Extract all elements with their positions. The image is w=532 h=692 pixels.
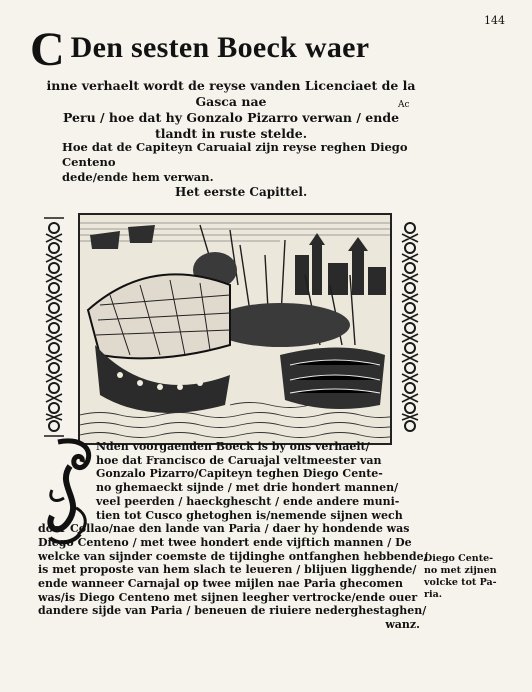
subtitle-line: Peru / hoe dat hy Gonzalo Pizarro verwan / ende xyxy=(62,110,400,125)
margin-note xyxy=(424,553,514,601)
body-line: is met proposte van hem slach te leueren / blijuen ligghende/ xyxy=(38,563,417,577)
body-line: hoe dat Francisco de Caruajal veltmeester van xyxy=(96,453,382,467)
margin-note-line: no met zijnen xyxy=(424,565,497,576)
body-line: veel peerden / haeckghescht / ende andere muni- xyxy=(96,494,400,508)
margin-note-line: ria. xyxy=(424,589,443,600)
heading-title: Den sesten Boeck waer xyxy=(70,31,370,64)
woodcut-illustration xyxy=(78,213,392,445)
body-line: Nden voorgaenden Boeck is by ons verhaelt/ xyxy=(96,440,370,453)
subtitle-line: inne verhaelt wordt de reyse vanden Licenciaet de la Gasca nae xyxy=(46,78,416,109)
subtitle-line: tlandt in ruste stelde. xyxy=(154,126,308,141)
chapter-summary-line: dede/ende hem verwan. xyxy=(62,170,214,184)
body-line: no ghemaeckt sijnde / met drie hondert mannen/ xyxy=(96,481,399,495)
margin-note-line: volcke tot Pa- xyxy=(424,577,497,588)
chapter-summary xyxy=(62,140,432,185)
page-number: 144 xyxy=(484,14,505,27)
body-line: wanz. xyxy=(385,618,420,632)
body-line: door Collao/nae den lande van Paria / daer hy hondende was xyxy=(38,522,410,536)
body-line: was/is Diego Centeno met sijnen leegher vertrocke/ende ouer xyxy=(38,590,418,604)
subtitle xyxy=(36,78,426,142)
heading xyxy=(30,23,370,76)
heading-initial: C xyxy=(30,23,65,76)
body-line: tien tot Cusco ghetoghen is/nemende sijnen wech xyxy=(96,508,403,522)
body-line: ende wanneer Carnajal op twee mijlen nae Paria ghecomen xyxy=(38,577,404,591)
body-line: dandere sijde van Paria / beneuen de riuiere nederghestaghen/ xyxy=(38,604,427,618)
chapter-summary-line: Hoe dat de Capiteyn Caruaial zijn reyse reghen Diego Centeno xyxy=(62,140,408,169)
body-text xyxy=(38,440,428,632)
margin-note-top: Ac xyxy=(398,100,410,110)
decorative-border-right xyxy=(396,214,424,440)
chapter-title: Het eerste Capittel. xyxy=(175,185,308,199)
body-line: welcke van sijnder coemste de tijdinghe ontfanghen hebbende/ xyxy=(38,549,428,563)
body-line: Diego Centeno / met twee hondert ende vijftich mannen / De xyxy=(38,535,412,549)
margin-note-line: Diego Cente- xyxy=(424,553,494,564)
body-line: Gonzalo Pizarro/Capiteyn teghen Diego Cente- xyxy=(96,467,383,481)
decorative-border-left xyxy=(40,214,68,440)
